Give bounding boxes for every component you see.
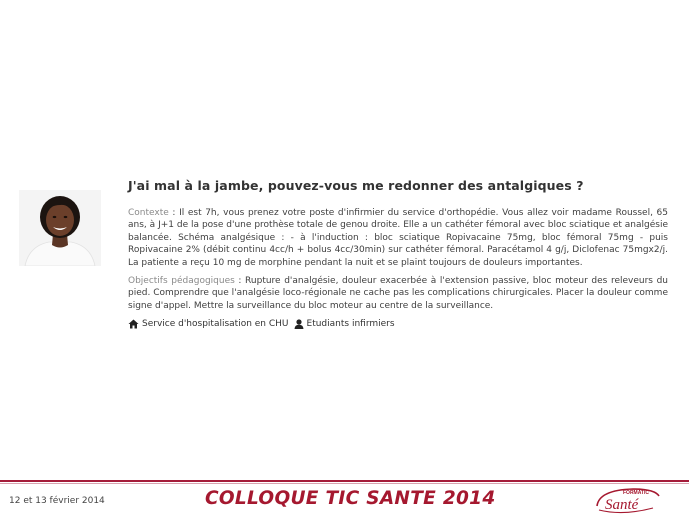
case-title[interactable]: J'ai mal à la jambe, pouvez-vous me redonner des antalgiques ? [128, 178, 584, 193]
footer-divider [0, 480, 689, 482]
context-paragraph [128, 207, 668, 269]
footer-divider-thin [0, 483, 689, 484]
home-icon [128, 319, 139, 329]
objectives-paragraph [128, 275, 668, 312]
logo-top-text: FORMATIC [623, 490, 650, 496]
context-label: Contexte [128, 208, 169, 218]
context-text: : Il est 7h, vous prenez votre poste d'infirmier du service d'orthopédie. Vous allez voir madame Roussel, 65 ans, à J+1 de la pose d'une prothèse totale de genou droite. Elle a un cathéter fémoral avec bloc sciatique et analgésie balancée. Schéma analgésique : - à l'induction : bloc sciatique Ropivacaine 75mg, bloc fémoral 75mg - puis Ropivacaine 2% (débit continu 4cc/h + bolus 4cc/30min) sur cathéter fémoral. Paracétamol 4 g/j, Diclofenac 75mgx2/j. La patiente a reçu 10 mg de morphine pendant la nuit et se plaint toujours de douleurs importantes. [128, 208, 668, 268]
logo-main-text: Santé [605, 497, 639, 513]
logo-swoosh-icon [593, 484, 663, 516]
portrait-image [19, 190, 101, 266]
user-icon [294, 319, 304, 329]
formatic-sante-logo [593, 484, 663, 516]
avatar [19, 190, 101, 266]
audience-label: Etudiants infirmiers [306, 319, 395, 330]
footer-title: COLLOQUE TIC SANTE 2014 [205, 488, 496, 509]
objectives-label: Objectifs pédagogiques [128, 276, 235, 287]
objectives-text: : Rupture d'analgésie, douleur exacerbée à l'extension passive, bloc moteur des releveurs du pied. Comprendre que l'analgésie loco-régionale ne cache pas les complications chirurgicales. Placer la douleur comme signe d'appel. Mettre la surveillance du bloc moteur au centre de la surveillance. [128, 276, 668, 311]
case-card [128, 178, 668, 329]
location-label: Service d'hospitalisation en CHU [142, 319, 289, 330]
case-meta [128, 319, 668, 329]
footer-date: 12 et 13 février 2014 [9, 496, 105, 506]
